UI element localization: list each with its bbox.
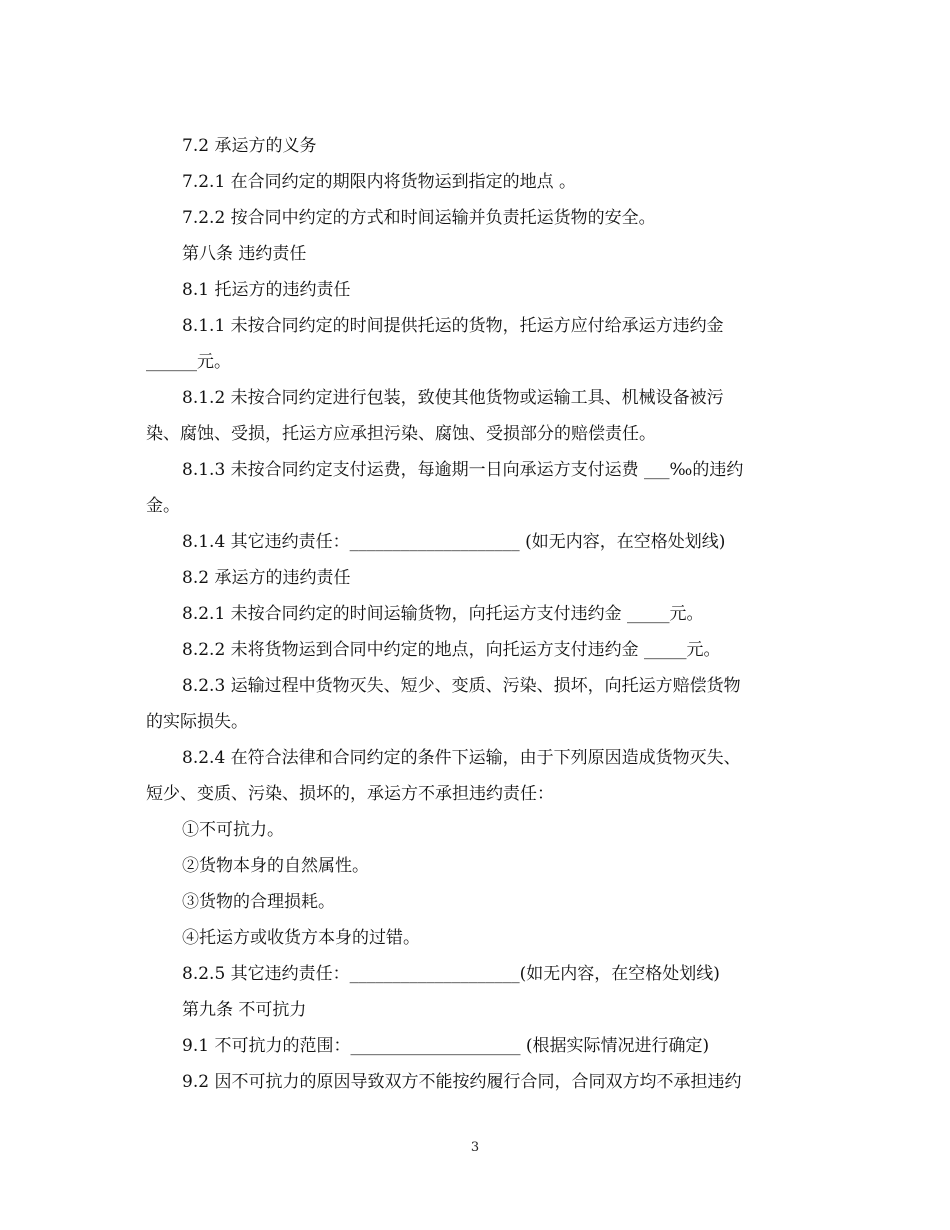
text-line: 第八条 违约责任 [182,244,307,264]
text-line: ②货物本身的自然属性。 [182,856,369,876]
text-line: 7.2 承运方的义务 [182,136,317,156]
text-line: 8.2.3 运输过程中货物灭失、短少、变质、污染、损坏，向托运方赔偿货物 [182,676,741,696]
text-line: 8.1.1 未按合同约定的时间提供托运的货物，托运方应付给承运方违约金 [182,316,724,336]
text-line: 8.1.3 未按合同约定支付运费，每逾期一日向承运方支付运费 ___‰的违约 [182,460,744,480]
document-body [146,128,806,1100]
text-line: 8.1 托运方的违约责任 [182,280,351,300]
text-line: 的实际损失。 [146,712,248,732]
text-line: 7.2.1 在合同约定的期限内将货物运到指定的地点 。 [182,172,577,192]
text-line: 8.2.4 在符合法律和合同约定的条件下运输，由于下列原因造成货物灭失、 [182,748,741,768]
text-line: 染、腐蚀、受损，托运方应承担污染、腐蚀、受损部分的赔偿责任。 [146,424,656,444]
text-line: 8.1.4 其它违约责任：____________________ (如无内容，在空格处划线) [182,532,726,552]
text-line: ______元。 [146,352,231,372]
text-line: 8.2.5 其它违约责任：____________________(如无内容，在空格处划线) [182,964,720,984]
page-number: 3 [470,1140,480,1155]
text-line: 9.2 因不可抗力的原因导致双方不能按约履行合同，合同双方均不承担违约 [182,1072,742,1092]
text-line: 短少、变质、污染、损坏的，承运方不承担违约责任： [146,784,554,804]
text-line: ③货物的合理损耗。 [182,892,335,912]
text-line: 8.2 承运方的违约责任 [182,568,351,588]
text-line: 7.2.2 按合同中约定的方式和时间运输并负责托运货物的安全。 [182,208,656,228]
text-line: ④托运方或收货方本身的过错。 [182,928,420,948]
text-line: 8.2.1 未按合同约定的时间运输货物，向托运方支付违约金 _____元。 [182,604,704,624]
text-line: 8.2.2 未将货物运到合同中约定的地点，向托运方支付违约金 _____元。 [182,640,721,660]
text-line: 第九条 不可抗力 [182,1000,307,1020]
text-line: 金。 [146,496,180,516]
text-line: 8.1.2 未按合同约定进行包装，致使其他货物或运输工具、机械设备被污 [182,388,724,408]
text-line: 9.1 不可抗力的范围：____________________ (根据实际情况进行确定) [182,1036,710,1056]
text-line: ①不可抗力。 [182,820,284,840]
